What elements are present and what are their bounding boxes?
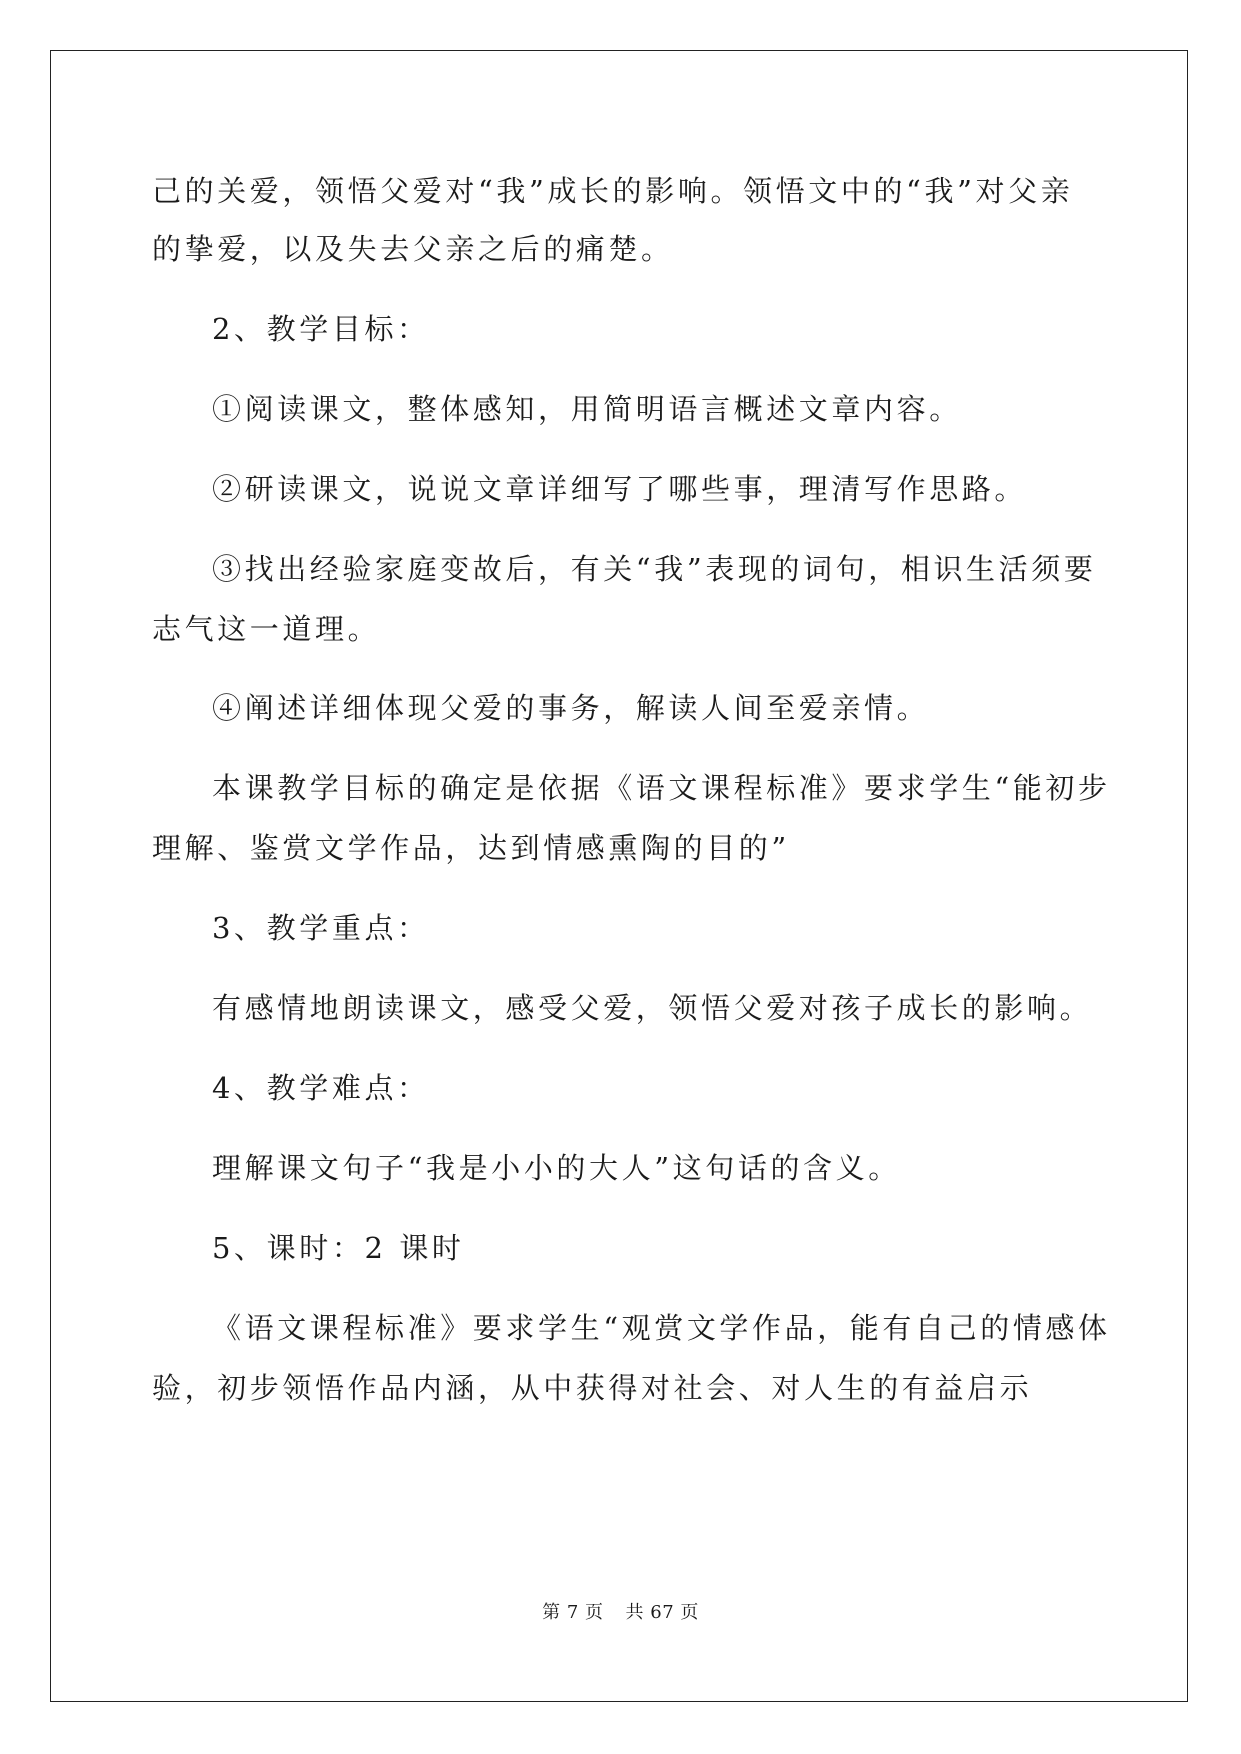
page-footer xyxy=(0,1598,1241,1624)
objective-item-3: ③找出经验家庭变故后，有关“我”表现的词句，相识生活须要 xyxy=(212,552,1097,586)
section-heading-key-points: 3、教学重点： xyxy=(212,911,430,945)
page-border xyxy=(50,50,1188,1702)
paragraph-line: 有感情地朗读课文，感受父爱，领悟父爱对孩子成长的影响。 xyxy=(212,991,1093,1025)
paragraph-line: 的挚爱，以及失去父亲之后的痛楚。 xyxy=(152,232,674,266)
section-heading-difficulties: 4、教学难点： xyxy=(212,1071,430,1105)
paragraph-line: 本课教学目标的确定是依据《语文课程标准》要求学生“能初步 xyxy=(212,771,1111,805)
paragraph-line: 理解、鉴赏文学作品，达到情感熏陶的目的” xyxy=(152,831,790,865)
current-page: 第 7 页 xyxy=(542,1602,604,1623)
paragraph-line: 《语文课程标准》要求学生“观赏文学作品，能有自己的情感体 xyxy=(212,1311,1111,1345)
objective-item-2: ②研读课文，说说文章详细写了哪些事，理清写作思路。 xyxy=(212,472,1028,506)
section-heading-objectives: 2、教学目标： xyxy=(212,312,430,346)
objective-item-4: ④阐述详细体现父爱的事务，解读人间至爱亲情。 xyxy=(212,691,930,725)
paragraph-line: 己的关爱，领悟父爱对“我”成长的影响。领悟文中的“我”对父亲 xyxy=(152,174,1074,208)
paragraph-line: 验，初步领悟作品内涵，从中获得对社会、对人生的有益启示 xyxy=(152,1371,1033,1405)
objective-item-1: ①阅读课文，整体感知，用简明语言概述文章内容。 xyxy=(212,392,962,426)
section-heading-class-hours: 5、课时：2 课时 xyxy=(212,1231,465,1265)
total-pages: 共 67 页 xyxy=(625,1602,699,1623)
paragraph-line: 理解课文句子“我是小小的大人”这句话的含义。 xyxy=(212,1151,901,1185)
paragraph-line: 志气这一道理。 xyxy=(152,612,381,646)
